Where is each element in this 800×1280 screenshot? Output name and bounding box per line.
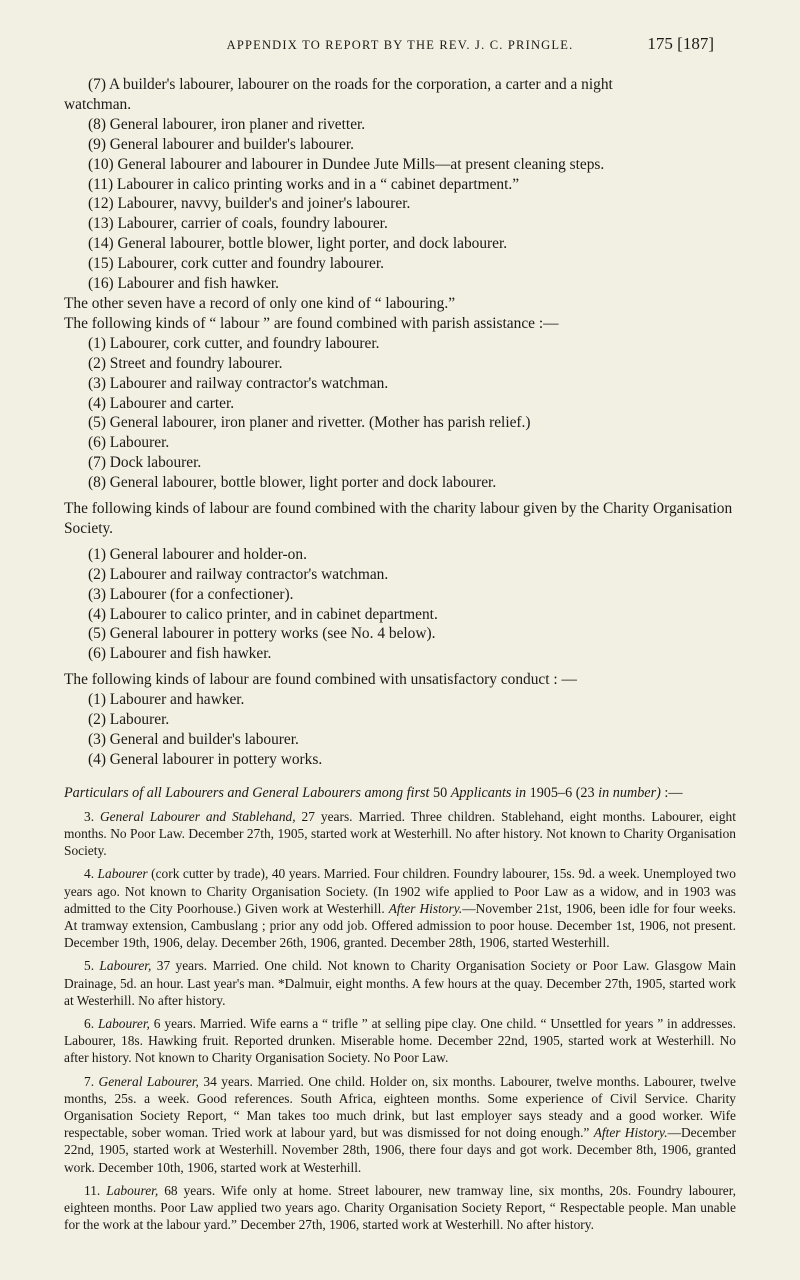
case-entry: 7. General Labourer, 34 years. Married. One child. Holder on, six months. Labourer, twelve months. Labourer, twelve months, 25s. a week. Good references. South Africa, eighteen months. Some experience of Civil Service. Charity Organisation Society Report, “ Man takes too much drink, but last employer says steady and a good worker. Wife respectable, sober woman. Tried work at labour yard, but was dismissed for not doing enough.” After History.—December 22nd, 1905, started work at Westerhill. November 28th, 1906, there four days and got work. December 8th, 1906, granted work. December 10th, 1906, started work at Westerhill. [64, 1073, 736, 1175]
list-item: (3) General and builder's labourer. [88, 731, 299, 748]
list-item: (3) Labourer and railway contractor's watchman. [88, 374, 389, 392]
list-item: (4) General labourer in pottery works. [88, 750, 323, 768]
list-item: (9) General labourer and builder's labourer. [88, 135, 355, 153]
list-item: (5) General labourer in pottery works (see No. 4 below). [88, 625, 436, 643]
list-item: (11) Labourer in calico printing works and in a “ cabinet department.” [88, 175, 520, 193]
list-item: (12) Labourer, navvy, builder's and joiner's labourer. [88, 195, 411, 213]
para-parish: The following kinds of “ labour ” are found combined with parish assistance :— [64, 314, 559, 332]
list-item: (5) General labourer, iron planer and rivetter. (Mother has parish relief.) [88, 414, 531, 432]
list-item: (1) Labourer and hawker. [88, 691, 245, 709]
list-item: (13) Labourer, carrier of coals, foundry labourer. [88, 215, 388, 233]
running-title: APPENDIX TO REPORT BY THE REV. J. C. PRINGLE. [226, 38, 574, 52]
list-a-head-line2: watchman. [64, 95, 132, 113]
case-entry: 6. Labourer, 6 years. Married. Wife earns a “ trifle ” at selling pipe clay. One child. “ Unsettled for years ” in addresses. Labourer, 18s. Hawking fruit. Reported drunken. Miserable home. December 22nd, 1905, started work at Westerhill. No after history. Not known to Charity Organisation Society. No Poor Law. [64, 1016, 736, 1066]
para-other-seven: The other seven have a record of only one kind of “ labouring.” [64, 294, 456, 312]
list-item: (15) Labourer, cork cutter and foundry labourer. [88, 255, 384, 273]
list-item: (14) General labourer, bottle blower, light porter, and dock labourer. [88, 235, 508, 253]
list-item: (6) Labourer and fish hawker. [88, 645, 272, 663]
para-unsatisfactory: The following kinds of labour are found combined with unsatisfactory conduct : — [64, 671, 577, 689]
list-item: (8) General labourer, bottle blower, light porter and dock labourer. [88, 474, 497, 492]
case-entry: 4. Labourer (cork cutter by trade), 40 years. Married. Four children. Foundry labourer, 15s. 9d. a week. Unemployed two years ago. Not known to Charity Organisation Society. (In 1902 wife applied to Poor Law as a widow, and in 1903 was admitted to the City Poorhouse.) Given work at Westerhill. After History.—November 21st, 1906, been idle for four weeks. At tramway extension, Cambuslang ; prior any odd job. Offered admission to poor house. December 1st, 1906, not present. December 19th, 1906, delay. December 26th, 1906, granted. December 28th, 1906, started Westerhill. [64, 866, 737, 951]
list-item: (2) Street and foundry labourer. [88, 354, 283, 372]
list-item: (1) Labourer, cork cutter, and foundry labourer. [88, 334, 380, 352]
particulars-heading: Particulars of all Labourers and General Labourers among first 50 Applicants in 1905–6 (23 in number) :— [64, 784, 683, 801]
case-entry: 5. Labourer, 37 years. Married. One child. Not known to Charity Organisation Society or Poor Law. Glasgow Main Drainage, 5d. an hour. Last year's man. *Dalmuir, eight months. A few hours at the quay. December 27th, 1905, started work at Westerhill. No after history. [64, 958, 736, 1008]
list-item: (2) Labourer. [88, 711, 170, 729]
list-item: (2) Labourer and railway contractor's watchman. [88, 565, 389, 583]
list-item: (7) Dock labourer. [88, 454, 202, 472]
document-body [64, 75, 736, 1233]
list-item: (4) Labourer to calico printer, and in cabinet department. [88, 605, 438, 623]
case-entry: 3. General Labourer and Stablehand, 27 years. Married. Three children. Stablehand, eight months. Labourer, eight months. No Poor Law. December 27th, 1905, started work at Westerhill. No after history. Not known to Charity Organisation Society. [64, 808, 736, 859]
list-item: (4) Labourer and carter. [88, 394, 235, 412]
list-item: (8) General labourer, iron planer and rivetter. [88, 115, 366, 133]
case-entry: 11. Labourer, 68 years. Wife only at home. Street labourer, new tramway line, six months, 20s. Foundry labourer, eighteen months. Poor Law applied two years ago. Charity Organisation Society Report, “ Respectable people. Man unable for the work at the labour yard.” December 27th, 1906, started work at Westerhill. No after history. [64, 1182, 736, 1233]
list-item: (3) Labourer (for a confectioner). [88, 585, 294, 603]
running-header [0, 34, 800, 58]
list-item: (6) Labourer. [88, 434, 170, 452]
list-a-head-line1: (7) A builder's labourer, labourer on the roads for the corporation, a carter and a night [88, 76, 613, 93]
list-item: (10) General labourer and labourer in Dundee Jute Mills—at present cleaning steps. [88, 155, 605, 173]
page-number: 175 [187] [647, 34, 714, 53]
para-charity: The following kinds of labour are found combined with the charity labour given by the Charity Organisation Society. [64, 500, 733, 537]
list-item: (1) General labourer and holder-on. [88, 545, 307, 563]
list-item: (16) Labourer and fish hawker. [88, 275, 280, 293]
